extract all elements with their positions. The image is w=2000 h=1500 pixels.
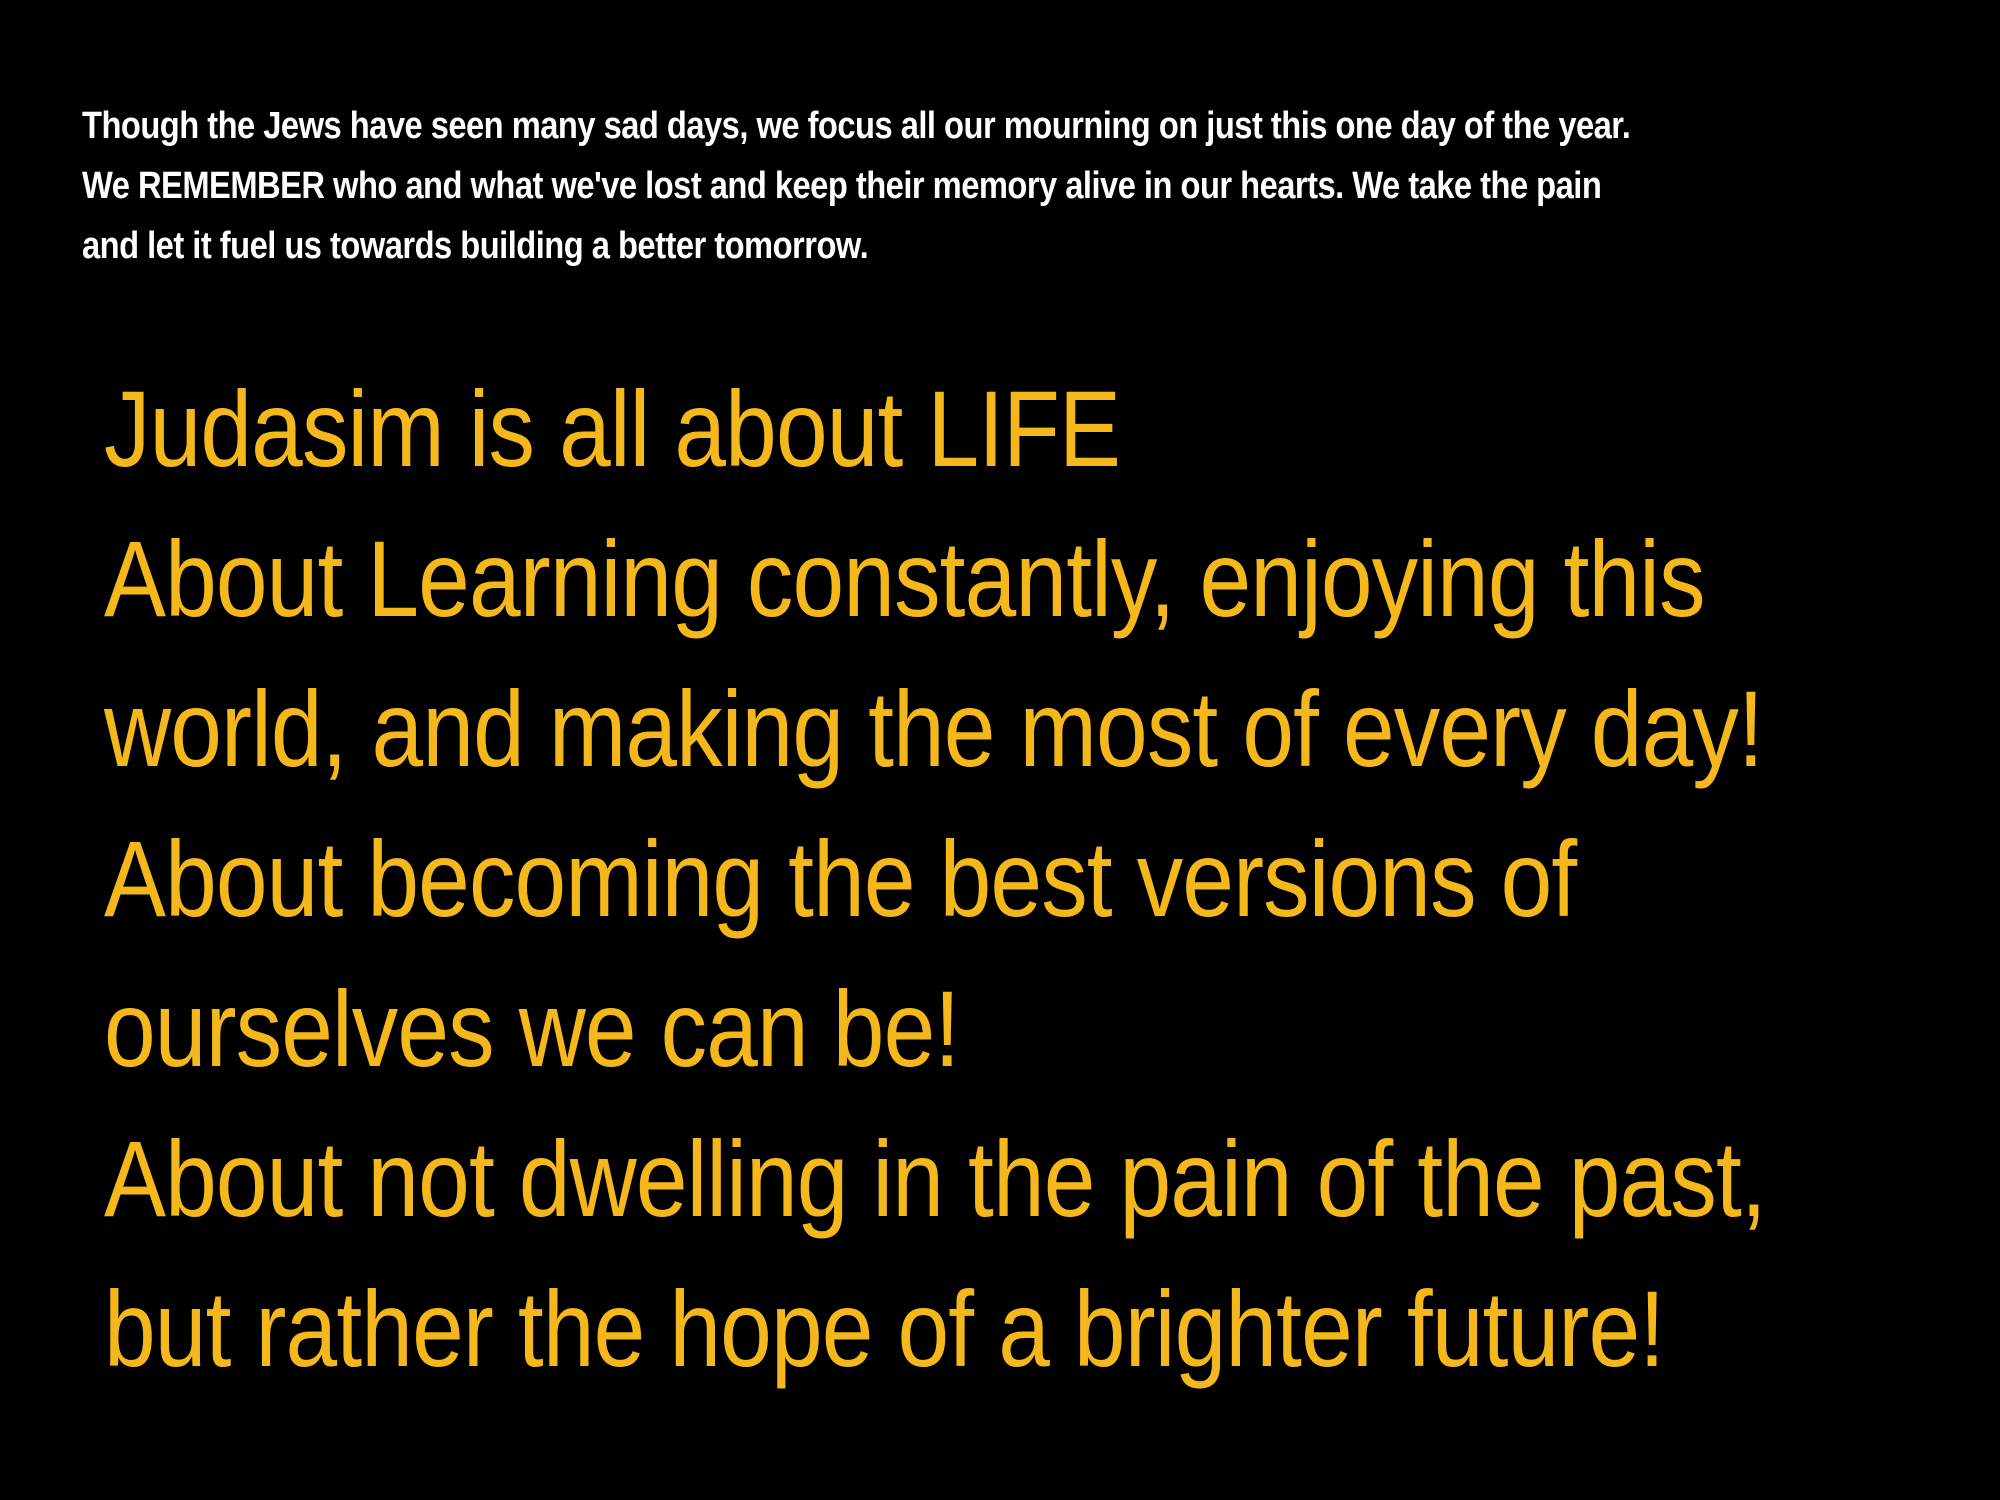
main-line: world, and making the most of every day!: [104, 668, 1763, 789]
main-line: About not dwelling in the pain of the past,: [104, 1118, 1766, 1239]
main-line: About becoming the best versions of: [104, 818, 1577, 939]
main-line: About Learning constantly, enjoying this: [104, 518, 1705, 639]
main-line: Judasim is all about LIFE: [104, 368, 1121, 489]
intro-line: and let it fuel us towards building a better tomorrow.: [82, 225, 869, 267]
main-message: [104, 354, 1766, 1404]
main-line: ourselves we can be!: [104, 968, 960, 1089]
intro-line: We REMEMBER who and what we've lost and keep their memory alive in our hearts. We take the pain: [82, 165, 1602, 207]
main-line: but rather the hope of a brighter future!: [104, 1268, 1665, 1389]
intro-paragraph: [82, 96, 1682, 276]
intro-line: Though the Jews have seen many sad days, we focus all our mourning on just this one day of the year.: [82, 105, 1631, 147]
